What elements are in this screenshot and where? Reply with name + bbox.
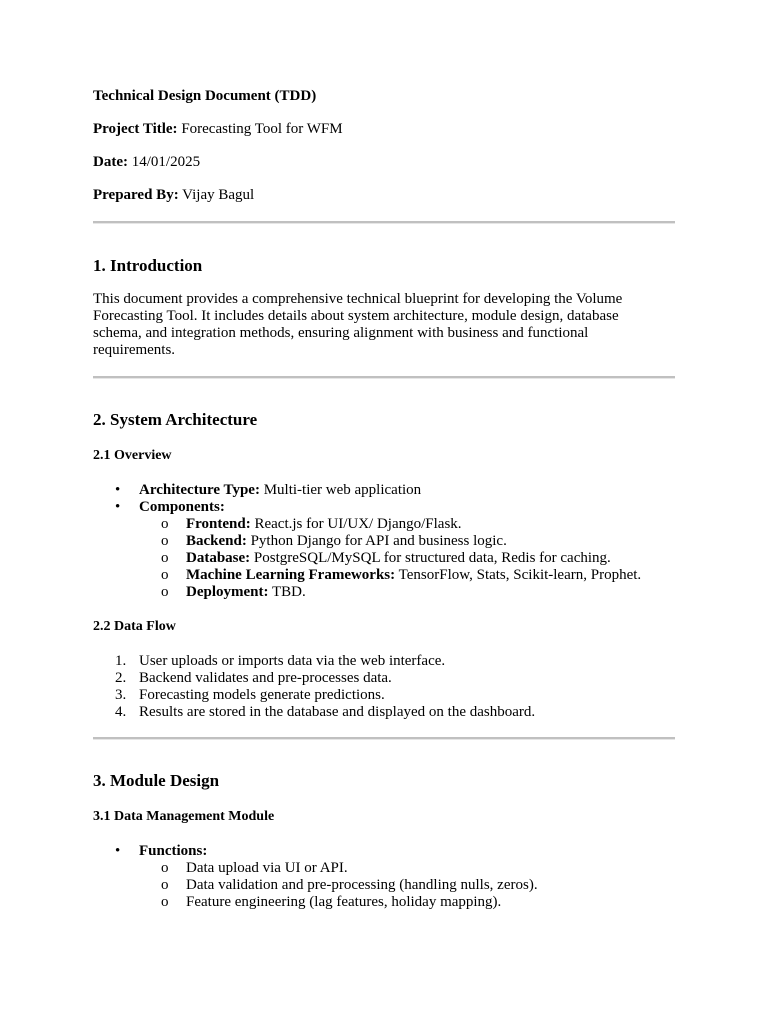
data-management-list bbox=[93, 843, 675, 911]
introduction-paragraph bbox=[93, 291, 675, 359]
list-item bbox=[93, 687, 675, 704]
introduction-line: requirements. bbox=[93, 342, 176, 358]
step-number: 2. bbox=[115, 670, 127, 686]
list-item bbox=[139, 550, 675, 567]
data-flow-heading: 2.2 Data Flow bbox=[93, 619, 176, 634]
date-value: 14/01/2025 bbox=[131, 154, 201, 170]
introduction-line: Forecasting Tool. It includes details about system architecture, module design, database bbox=[93, 308, 619, 324]
functions-label: Functions: bbox=[139, 843, 208, 859]
component-value: React.js for UI/UX/ Django/Flask. bbox=[254, 516, 462, 532]
components-label: Components: bbox=[139, 499, 225, 515]
component-label: Machine Learning Frameworks: bbox=[186, 567, 396, 583]
architecture-type-value: Multi-tier web application bbox=[263, 482, 422, 498]
date-label: Date: bbox=[93, 154, 128, 170]
prepared-by-line bbox=[93, 187, 675, 204]
list-item bbox=[139, 533, 675, 550]
step-text: User uploads or imports data via the web interface. bbox=[139, 653, 446, 669]
document-title: Technical Design Document (TDD) bbox=[93, 88, 317, 104]
component-value: TensorFlow, Stats, Scikit-learn, Prophet. bbox=[398, 567, 642, 583]
step-number: 3. bbox=[115, 687, 127, 703]
step-number: 4. bbox=[115, 704, 127, 720]
step-number: 1. bbox=[115, 653, 127, 669]
list-item: o Data validation and pre-processing (handling nulls, zeros). bbox=[139, 877, 675, 894]
architecture-type-label: Architecture Type: bbox=[139, 482, 260, 498]
components-list bbox=[139, 516, 675, 601]
module-design-heading: 3. Module Design bbox=[93, 771, 220, 790]
introduction-heading: 1. Introduction bbox=[93, 256, 203, 275]
prepared-by-value: Vijay Bagul bbox=[182, 187, 255, 203]
component-label: Database: bbox=[186, 550, 251, 566]
step-text: Backend validates and pre-processes data. bbox=[139, 670, 392, 686]
step-text: Forecasting models generate predictions. bbox=[139, 687, 385, 703]
system-architecture-heading: 2. System Architecture bbox=[93, 410, 258, 429]
component-label: Frontend: bbox=[186, 516, 251, 532]
list-item bbox=[139, 567, 675, 584]
component-value: PostgreSQL/MySQL for structured data, Redis for caching. bbox=[253, 550, 611, 566]
list-item: o Feature engineering (lag features, holiday mapping). bbox=[139, 894, 675, 911]
overview-list bbox=[93, 482, 675, 601]
document-page bbox=[93, 88, 675, 911]
project-title-label: Project Title: bbox=[93, 121, 178, 137]
data-management-heading: 3.1 Data Management Module bbox=[93, 809, 275, 824]
overview-heading: 2.1 Overview bbox=[93, 448, 172, 463]
list-item bbox=[93, 482, 675, 499]
functions-list bbox=[139, 860, 675, 911]
list-item bbox=[93, 704, 675, 721]
section-divider bbox=[93, 737, 675, 740]
list-item: o Data upload via UI or API. bbox=[139, 860, 675, 877]
component-label: Backend: bbox=[186, 533, 247, 549]
component-label: Deployment: bbox=[186, 584, 269, 600]
prepared-by-label: Prepared By: bbox=[93, 187, 179, 203]
introduction-line: This document provides a comprehensive technical blueprint for developing the Volume bbox=[93, 291, 623, 307]
component-value: TBD. bbox=[271, 584, 306, 600]
section-divider bbox=[93, 221, 675, 224]
date-line bbox=[93, 154, 675, 171]
list-item bbox=[93, 670, 675, 687]
project-title-line bbox=[93, 121, 675, 138]
list-item bbox=[93, 843, 675, 911]
list-item bbox=[93, 653, 675, 670]
section-divider bbox=[93, 376, 675, 379]
component-value: Python Django for API and business logic. bbox=[250, 533, 507, 549]
list-item bbox=[139, 584, 675, 601]
data-flow-list bbox=[93, 653, 675, 721]
list-item bbox=[139, 516, 675, 533]
step-text: Results are stored in the database and displayed on the dashboard. bbox=[139, 704, 536, 720]
list-item bbox=[93, 499, 675, 601]
project-title-value: Forecasting Tool for WFM bbox=[181, 121, 343, 137]
introduction-line: schema, and integration methods, ensuring alignment with business and functional bbox=[93, 325, 589, 341]
